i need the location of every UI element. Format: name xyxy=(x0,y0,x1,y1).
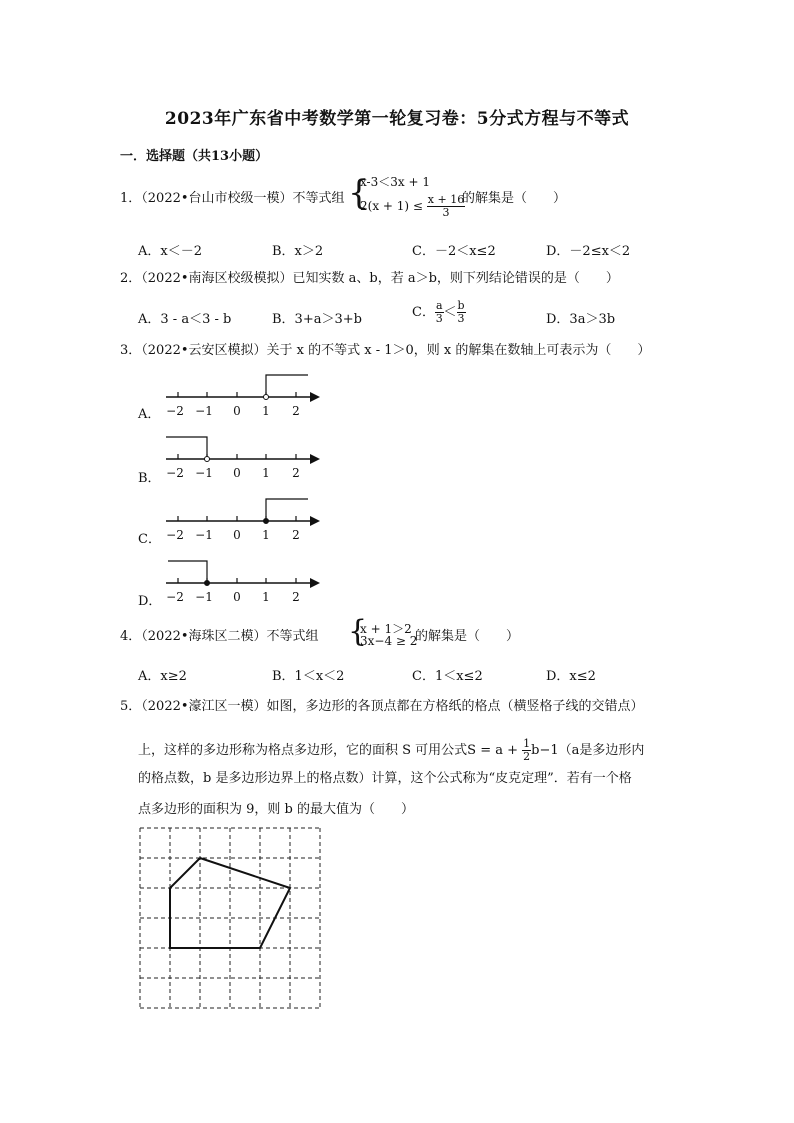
tick-label: −2 xyxy=(166,404,184,418)
tick-label: 1 xyxy=(262,590,270,604)
q4-system-top: x + 1＞2 xyxy=(360,622,412,636)
q1-system-bottom xyxy=(360,194,465,219)
tick-label: −2 xyxy=(166,590,184,604)
q1-system-top: x-3＜3x + 1 xyxy=(360,175,430,189)
q2-option-b[interactable]: B．3+a＞3+b xyxy=(272,312,362,327)
tick-label: −2 xyxy=(166,528,184,542)
q2-option-d[interactable]: D．3a＞3b xyxy=(546,312,616,327)
q1-option-b[interactable]: B．x＞2 xyxy=(272,244,324,259)
q5-line3: 的格点数，b 是多边形边界上的格点数）计算，这个公式称为“皮克定理”．若有一个格 xyxy=(138,771,632,786)
tick-label: 0 xyxy=(233,466,241,480)
q4-suffix: 的解集是（ ） xyxy=(415,629,520,644)
tick-label: 0 xyxy=(233,404,241,418)
q4-option-b[interactable]: B．1＜x＜2 xyxy=(272,669,345,684)
tick-label: 2 xyxy=(292,590,300,604)
q3-numberline-b[interactable] xyxy=(158,432,328,484)
q3-option-c[interactable]: C． xyxy=(138,532,161,547)
q1-suffix: 的解集是（ ） xyxy=(462,191,567,206)
tick-label: −1 xyxy=(195,590,213,604)
q3-text: 3．（2022•云安区模拟）关于 x 的不等式 x - 1＞0，则 x 的解集在数轴上可表示为（ ） xyxy=(120,343,651,358)
q5-line1: 5．（2022•濠江区一模）如图，多边形的各顶点都在方格纸的格点（横竖格子线的交错点） xyxy=(120,699,644,714)
q5-fraction: $\frac{1}{2}$ xyxy=(523,737,531,763)
q5-lattice-polygon-figure xyxy=(136,825,322,1010)
q1-brace-icon: { xyxy=(348,173,370,213)
tick-label: −2 xyxy=(166,466,184,480)
tick-label: 0 xyxy=(233,528,241,542)
q3-numberline-a[interactable] xyxy=(158,370,328,422)
q5-line2: 上，这样的多边形称为格点多边形，它的面积 S 可用公式S = a + $\frac{1}{2}$ b−1（a是多边形内 xyxy=(138,737,645,763)
q3-numberline-d[interactable] xyxy=(158,556,328,608)
q3-option-a[interactable]: A． xyxy=(138,407,161,422)
q1-option-a[interactable]: A．x＜－2 xyxy=(138,244,202,259)
tick-label: 1 xyxy=(262,466,270,480)
q1-fraction: $\frac{x + 16}{3}$ xyxy=(427,193,465,219)
q3-option-d[interactable]: D． xyxy=(138,594,162,609)
q1-system-bottom-left: 2(x + 1) ≤ xyxy=(360,199,423,213)
tick-label: 2 xyxy=(292,528,300,542)
q1-prefix: 1．（2022•台山市校级一模）不等式组 xyxy=(120,191,345,206)
section-heading: 一．选择题（共13小题） xyxy=(120,149,269,164)
tick-label: −1 xyxy=(195,466,213,480)
tick-label: 2 xyxy=(292,466,300,480)
q4-option-a[interactable]: A．x≥2 xyxy=(138,669,187,684)
page-title: 2023年广东省中考数学第一轮复习卷：5分式方程与不等式 xyxy=(164,109,630,129)
tick-label: −1 xyxy=(195,404,213,418)
q4-prefix: 4．（2022•海珠区二模）不等式组 xyxy=(120,629,319,644)
q1-option-d[interactable]: D．－2≤x＜2 xyxy=(546,244,631,259)
tick-label: 0 xyxy=(233,590,241,604)
q2-text: 2．（2022•南海区校级模拟）已知实数 a、b，若 a＞b，则下列结论错误的是（ ） xyxy=(120,271,619,286)
q4-system-bottom: 3x−4 ≥ 2 xyxy=(360,634,418,648)
q4-option-d[interactable]: D．x≤2 xyxy=(546,669,596,684)
q4-brace-icon: { xyxy=(348,614,368,649)
q1-option-c[interactable]: C．－2＜x≤2 xyxy=(412,244,496,259)
tick-label: −1 xyxy=(195,528,213,542)
q3-option-b[interactable]: B． xyxy=(138,471,161,486)
tick-label: 2 xyxy=(292,404,300,418)
q2-option-c[interactable]: C． $\frac{a}{3}$ ＜ $\frac{b}{3}$ xyxy=(412,299,465,325)
q3-numberline-c[interactable] xyxy=(158,494,328,546)
tick-label: 1 xyxy=(262,404,270,418)
q5-line4: 点多边形的面积为 9，则 b 的最大值为（ ） xyxy=(138,802,414,817)
tick-label: 1 xyxy=(262,528,270,542)
q2-option-a[interactable]: A．3 - a＜3 - b xyxy=(138,312,232,327)
q4-option-c[interactable]: C．1＜x≤2 xyxy=(412,669,483,684)
